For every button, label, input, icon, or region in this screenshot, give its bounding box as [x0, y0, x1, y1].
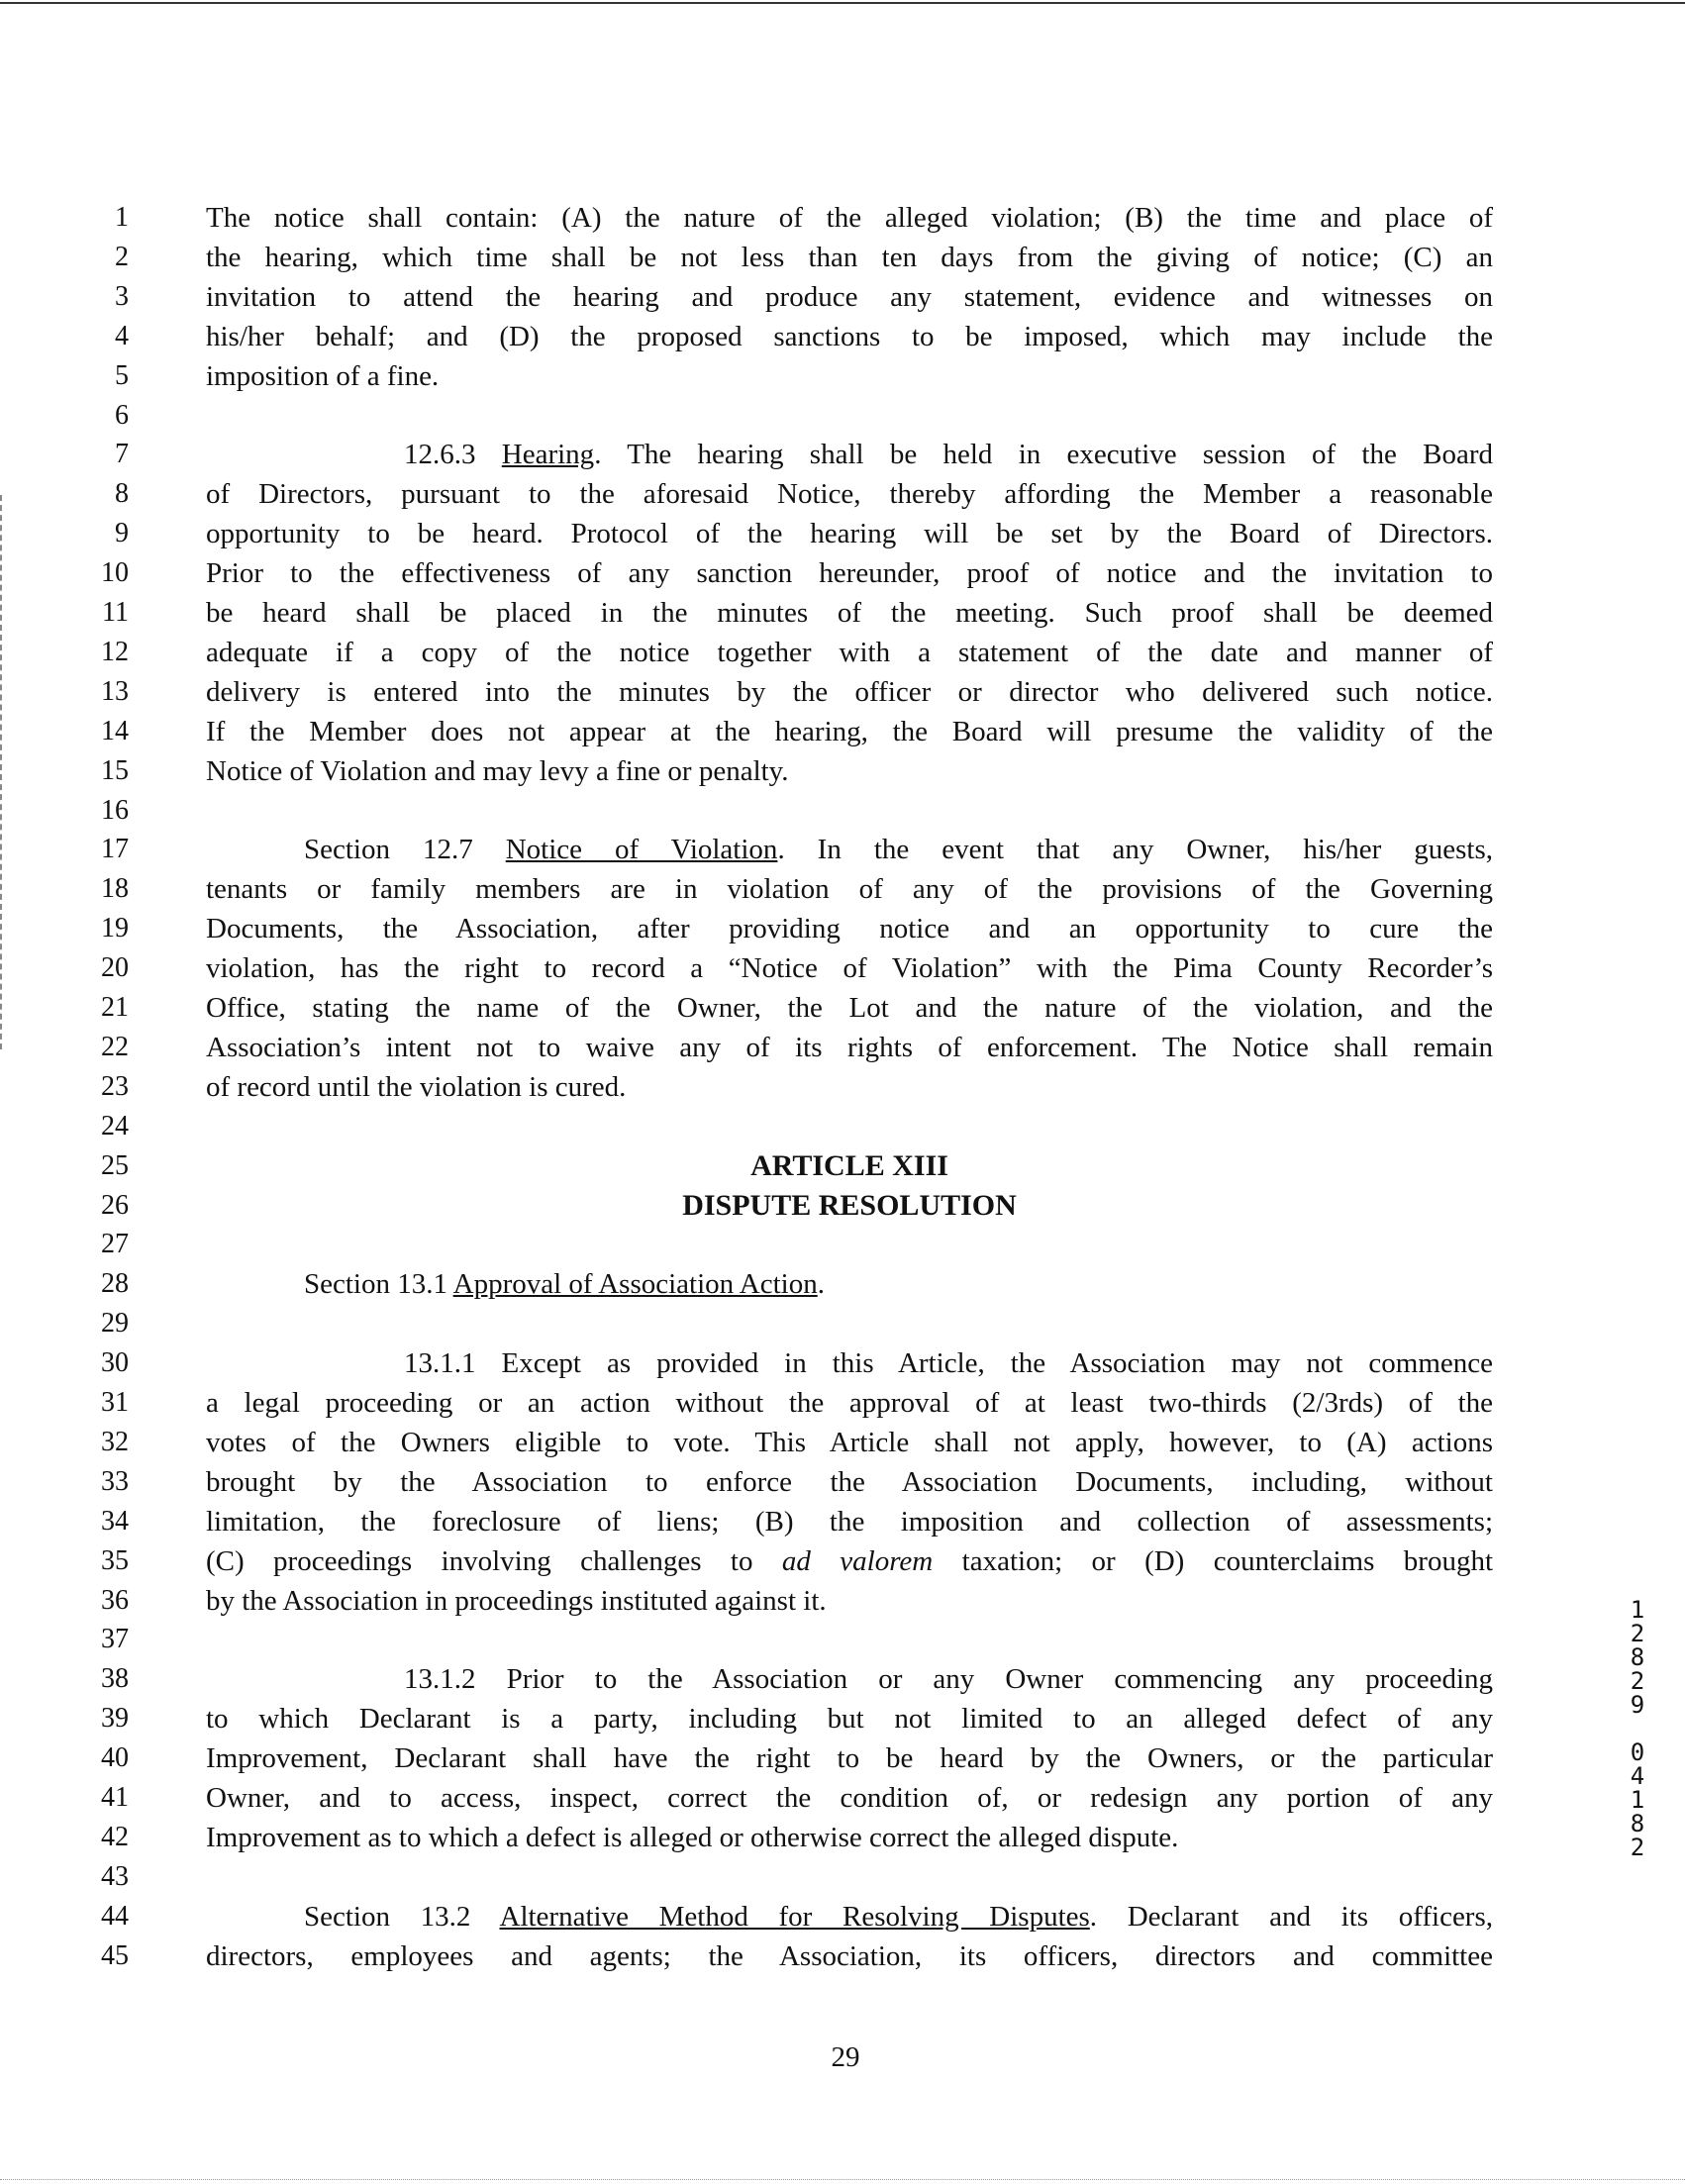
document-line: [0, 593, 1685, 633]
text-segment: The notice shall contain: (A) the nature of the alleged violation; (B) the time and place of: [206, 202, 1493, 234]
line-number: 36: [101, 1584, 129, 1616]
document-line: [0, 1304, 1685, 1343]
line-number: 34: [101, 1505, 129, 1537]
document-line: [0, 1146, 1685, 1186]
line-number: 16: [101, 794, 129, 826]
document-line: [0, 1186, 1685, 1226]
line-text: [206, 514, 1493, 553]
document-line: [0, 1502, 1685, 1541]
line-number: 31: [101, 1387, 129, 1418]
text-segment: to which Declarant is a party, including but not limited to an alleged defect of any: [206, 1703, 1493, 1736]
text-segment: Prior to the effectiveness of any sanction hereunder, proof of notice and the invitation to: [206, 557, 1493, 590]
text-segment: invitation to attend the hearing and produce any statement, evidence and witnesses on: [206, 280, 1493, 313]
page-number: 29: [831, 2041, 860, 2073]
section-title: Approval of Association Action: [452, 1268, 818, 1301]
document-line: [0, 1107, 1685, 1146]
text-segment: by the Association in proceedings instituted against it.: [206, 1584, 827, 1617]
line-number: 45: [101, 1939, 129, 1971]
text-segment: taxation; or (D) counterclaims brought: [933, 1544, 1494, 1577]
document-line: [0, 317, 1685, 356]
text-segment: Section 13.2: [304, 1900, 500, 1933]
text-segment: directors, employees and agents; the Association, its officers, directors and committee: [206, 1939, 1493, 1972]
text-segment: Improvement as to which a defect is alleged or otherwise correct the alleged dispute.: [206, 1821, 1179, 1853]
line-number: 43: [101, 1860, 129, 1892]
line-text: [206, 1383, 1493, 1423]
text-segment: DISPUTE RESOLUTION: [682, 1188, 1017, 1222]
text-segment: the hearing, which time shall be not less than ten days from the giving of notice; (C) an: [206, 241, 1493, 273]
line-number: 1: [115, 202, 129, 233]
line-text: [206, 1462, 1493, 1502]
line-text: [206, 869, 1493, 909]
document-line: [0, 1462, 1685, 1502]
text-segment: Owner, and to access, inspect, correct the condition of, or redesign any portion of any: [206, 1782, 1493, 1814]
text-segment: a legal proceeding or an action without the approval of at least two-thirds (2/3rds) of the: [206, 1387, 1493, 1419]
section-title: Alternative Method for Resolving Disputes: [499, 1900, 1090, 1933]
line-number: 30: [101, 1347, 129, 1379]
document-line: [0, 435, 1685, 474]
line-number: 28: [101, 1268, 129, 1300]
document-line: [0, 1343, 1685, 1383]
line-text: [206, 593, 1493, 633]
document-line: [0, 633, 1685, 672]
line-text: [206, 474, 1493, 514]
text-segment: be heard shall be placed in the minutes of the meeting. Such proof shall be deemed: [206, 597, 1493, 629]
text-segment: 12.6.3: [404, 439, 502, 471]
text-segment: . The hearing shall be held in executive session of the Board: [594, 439, 1493, 471]
section-title: Notice of Violation: [505, 834, 778, 866]
line-number: 27: [101, 1229, 129, 1260]
text-segment: (C) proceedings involving challenges to: [206, 1544, 782, 1577]
document-line: [0, 1936, 1685, 1976]
line-number: 22: [101, 1031, 129, 1062]
line-number: 44: [101, 1900, 129, 1932]
line-number: 32: [101, 1426, 129, 1457]
text-segment: votes of the Owners eligible to vote. This Article shall not apply, however, to (A) actions: [206, 1426, 1493, 1458]
line-number: 26: [101, 1189, 129, 1221]
line-text: [206, 1067, 1493, 1107]
line-text: [404, 1343, 1493, 1383]
text-segment: of record until the violation is cured.: [206, 1070, 627, 1103]
article-heading: [206, 1186, 1493, 1226]
document-line: [0, 474, 1685, 514]
line-number: 4: [115, 320, 129, 351]
document-line: [0, 277, 1685, 317]
text-segment: opportunity to be heard. Protocol of the hearing will be set by the Board of Directors.: [206, 518, 1493, 550]
line-number: 33: [101, 1465, 129, 1497]
document-line: [0, 198, 1685, 238]
line-text: [206, 356, 1493, 396]
line-text: [304, 1897, 1493, 1936]
document-line: [0, 1699, 1685, 1738]
line-number: 38: [101, 1663, 129, 1695]
line-text: [206, 712, 1493, 751]
document-line: [0, 238, 1685, 277]
document-line: [0, 672, 1685, 712]
text-segment: Section 13.1: [304, 1268, 453, 1301]
scan-top-border: [0, 2, 1685, 4]
document-line: [0, 356, 1685, 396]
document-line: [0, 791, 1685, 831]
line-number: 37: [101, 1624, 129, 1655]
line-text: [404, 1659, 1493, 1699]
line-number: 29: [101, 1308, 129, 1340]
text-segment: violation, has the right to record a “Notice of Violation” with the Pima County Recorder’s: [206, 952, 1493, 985]
line-number: 23: [101, 1070, 129, 1102]
text-segment: Association’s intent not to waive any of its rights of enforcement. The Notice shall remain: [206, 1031, 1493, 1063]
text-segment: limitation, the foreclosure of liens; (B) the imposition and collection of assessments;: [206, 1505, 1493, 1538]
line-number: 7: [115, 439, 129, 470]
document-line: [0, 948, 1685, 988]
line-number: 17: [101, 834, 129, 865]
document-line: [0, 988, 1685, 1028]
line-text: [206, 1423, 1493, 1462]
line-text: [206, 1028, 1493, 1067]
text-segment: imposition of a fine.: [206, 359, 440, 392]
text-segment: .: [817, 1268, 825, 1301]
document-line: [0, 1857, 1685, 1897]
line-number: 8: [115, 478, 129, 510]
line-text: [206, 988, 1493, 1028]
line-number: 20: [101, 952, 129, 984]
line-text: [206, 1581, 1493, 1621]
document-line: [0, 751, 1685, 791]
document-line: [0, 1778, 1685, 1818]
document-line: [0, 1620, 1685, 1659]
text-segment: delivery is entered into the minutes by the officer or director who delivered such notice.: [206, 675, 1493, 708]
text-segment: If the Member does not appear at the hearing, the Board will presume the validity of the: [206, 715, 1493, 747]
line-text: [206, 277, 1493, 317]
line-text: [206, 1541, 1493, 1581]
line-number: 13: [101, 675, 129, 707]
document-line: [0, 1581, 1685, 1621]
scan-bottom-border: [0, 2179, 1685, 2180]
line-number: 5: [115, 359, 129, 391]
document-line: [0, 909, 1685, 948]
document-line: [0, 1225, 1685, 1264]
text-segment: . Declarant and its officers,: [1089, 1900, 1494, 1933]
line-number: 3: [115, 280, 129, 312]
line-text: [206, 1699, 1493, 1738]
line-number: 18: [101, 873, 129, 905]
line-number: 42: [101, 1821, 129, 1852]
line-number: 35: [101, 1544, 129, 1576]
text-segment: 13.1.2 Prior to the Association or any Owner commencing any proceeding: [404, 1663, 1493, 1696]
document-line: [0, 396, 1685, 436]
line-number: 2: [115, 241, 129, 272]
document-line: [0, 1264, 1685, 1304]
line-number: 40: [101, 1742, 129, 1774]
document-line: [0, 1028, 1685, 1067]
line-text: [206, 1502, 1493, 1541]
document-line: [0, 1818, 1685, 1857]
document-line: [0, 553, 1685, 593]
text-segment: Documents, the Association, after providing notice and an opportunity to cure the: [206, 913, 1493, 945]
text-segment: 13.1.1 Except as provided in this Article, the Association may not commence: [404, 1347, 1493, 1380]
document-line: [0, 1897, 1685, 1936]
text-segment: Notice of Violation and may levy a fine or penalty.: [206, 754, 789, 787]
line-number: 21: [101, 992, 129, 1023]
line-text: [304, 830, 1493, 869]
line-number: 6: [115, 399, 129, 431]
recorder-stamp: 12829 04182: [1624, 1596, 1651, 1857]
line-number: 25: [101, 1149, 129, 1181]
text-segment: ARTICLE XIII: [750, 1148, 948, 1182]
line-number: 9: [115, 518, 129, 549]
document-line: [0, 869, 1685, 909]
text-segment: brought by the Association to enforce the Association Documents, including, without: [206, 1465, 1493, 1498]
text-segment: Improvement, Declarant shall have the right to be heard by the Owners, or the particular: [206, 1742, 1493, 1775]
line-text: [206, 909, 1493, 948]
line-number: 39: [101, 1703, 129, 1735]
line-text: [206, 198, 1493, 238]
line-text: [206, 1818, 1493, 1857]
line-number: 19: [101, 913, 129, 944]
line-number: 12: [101, 636, 129, 667]
text-segment: adequate if a copy of the notice together with a statement of the date and manner of: [206, 636, 1493, 668]
document-line: [0, 1383, 1685, 1423]
line-text: [304, 1264, 1493, 1304]
text-segment: Office, stating the name of the Owner, the Lot and the nature of the violation, and the: [206, 992, 1493, 1024]
text-segment: . In the event that any Owner, his/her guests,: [777, 834, 1493, 866]
text-segment: Section 12.7: [304, 834, 506, 866]
document-line: [0, 1541, 1685, 1581]
line-number: 14: [101, 715, 129, 746]
italic-text: ad valorem: [781, 1544, 934, 1577]
document-line: [0, 1659, 1685, 1699]
document-line: [0, 514, 1685, 553]
document-line: [0, 1738, 1685, 1778]
line-number: 24: [101, 1110, 129, 1142]
line-text: [206, 948, 1493, 988]
document-line: [0, 712, 1685, 751]
line-text: [206, 1738, 1493, 1778]
document-line: [0, 830, 1685, 869]
line-text: [206, 1778, 1493, 1818]
line-text: [404, 435, 1493, 474]
document-line: [0, 1067, 1685, 1107]
section-title: Hearing: [501, 439, 595, 471]
text-segment: his/her behalf; and (D) the proposed sanctions to be imposed, which may include the: [206, 320, 1493, 352]
line-text: [206, 553, 1493, 593]
text-segment: tenants or family members are in violation of any of the provisions of the Governing: [206, 873, 1493, 906]
line-text: [206, 317, 1493, 356]
line-text: [206, 751, 1493, 791]
line-text: [206, 1936, 1493, 1976]
line-number: 11: [102, 597, 129, 628]
line-number: 10: [101, 557, 129, 589]
line-text: [206, 672, 1493, 712]
line-text: [206, 633, 1493, 672]
article-heading: [206, 1146, 1493, 1186]
text-segment: of Directors, pursuant to the aforesaid Notice, thereby affording the Member a reasonable: [206, 478, 1493, 511]
line-number: 15: [101, 754, 129, 786]
line-text: [206, 238, 1493, 277]
line-number: 41: [101, 1782, 129, 1813]
document-line: [0, 1423, 1685, 1462]
